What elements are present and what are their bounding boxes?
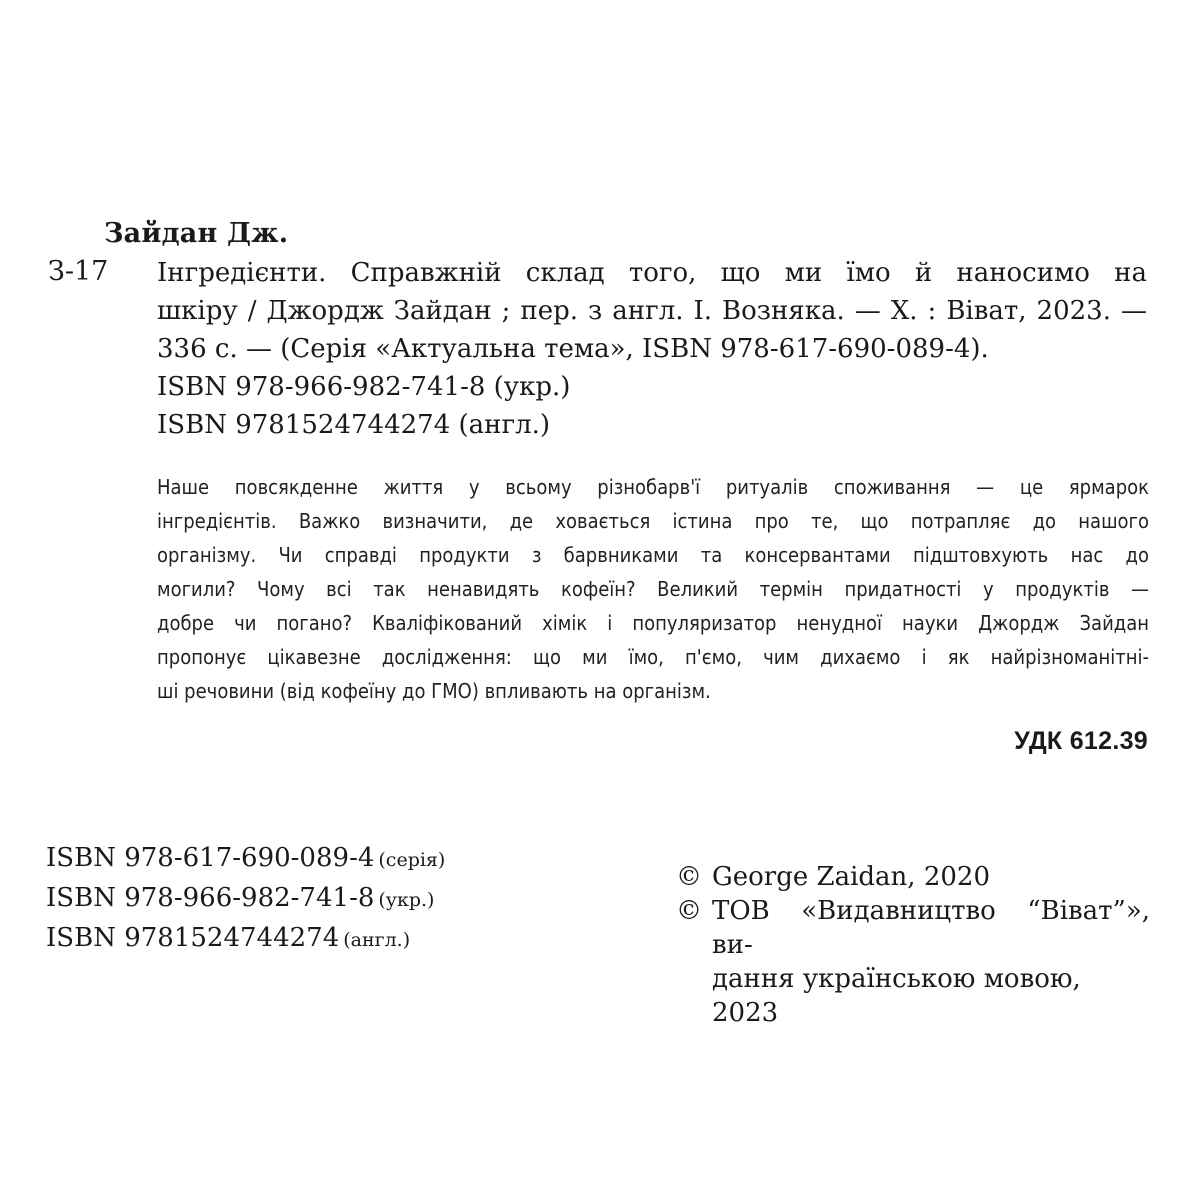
copyright-text [712,860,1150,894]
isbn-note: (укр.) [378,889,435,911]
annotation-line: добре чи погано? Кваліфікований хімік і популяризатор ненудної науки Джордж Зайдан [157,611,1149,635]
copyright-line: George Zaidan, 2020 [712,862,991,892]
bib-isbn-list [157,368,570,444]
copyright-row [676,860,1150,894]
isbn-number: ISBN 978-617-690-089-4 [46,843,375,873]
bib-isbn: ISBN 9781524744274 (англ.) [157,410,551,440]
bib-line: шкіру / Джордж Зайдан ; пер. з англ. І. Возняка. — Х. : Віват, 2023. — [157,296,1147,326]
isbn-block [46,839,445,959]
copyright-symbol: © [676,896,702,926]
annotation-line: пропонує цікавезне дослідження: що ми їмо, п'ємо, чим дихаємо і як найрізноманітні- [157,645,1149,669]
udc-code: УДК 612.39 [1014,727,1148,755]
annotation-line: могили? Чому всі так ненавидять кофеїн? Великий термін придатності у продуктів — [157,577,1149,601]
isbn-row [46,839,445,879]
copyright-line: ТОВ «Видавництво “Віват”», ви- [712,896,1150,960]
annotation-line: ші речовини (від кофеїну до ГМО) впливають на організм. [157,679,711,703]
bib-line: 336 с. — (Серія «Актуальна тема», ISBN 978-617-690-089-4). [157,334,989,364]
copyright-symbol: © [676,862,702,892]
isbn-number: ISBN 9781524744274 [46,923,340,953]
bibliographic-description [157,254,1147,368]
bib-line: Інгредієнти. Справжній склад того, що ми їмо й наносимо на [157,258,1147,288]
copyright-line: дання українською мовою, 2023 [712,964,1081,1028]
bib-isbn: ISBN 978-966-982-741-8 (укр.) [157,372,571,402]
catalog-code: З-17 [48,256,109,287]
isbn-note: (серія) [378,849,446,871]
isbn-row [46,919,445,959]
isbn-row [46,879,445,919]
isbn-number: ISBN 978-966-982-741-8 [46,883,375,913]
annotation-line: Наше повсякденне життя у всьому різнобарв'ї ритуалів споживання — це ярмарок [157,475,1149,499]
author-heading: Зайдан Дж. [104,218,289,249]
copyright-text [712,894,1150,1030]
annotation-paragraph [157,470,1149,708]
copyright-row [676,894,1150,1030]
copyright-block [676,860,1150,1030]
isbn-note: (англ.) [343,929,411,951]
annotation-line: організму. Чи справді продукти з барвниками та консервантами підштовхують нас до [157,543,1149,567]
annotation-line: інгредієнтів. Важко визначити, де ховається істина про те, що потрапляє до нашого [157,509,1149,533]
